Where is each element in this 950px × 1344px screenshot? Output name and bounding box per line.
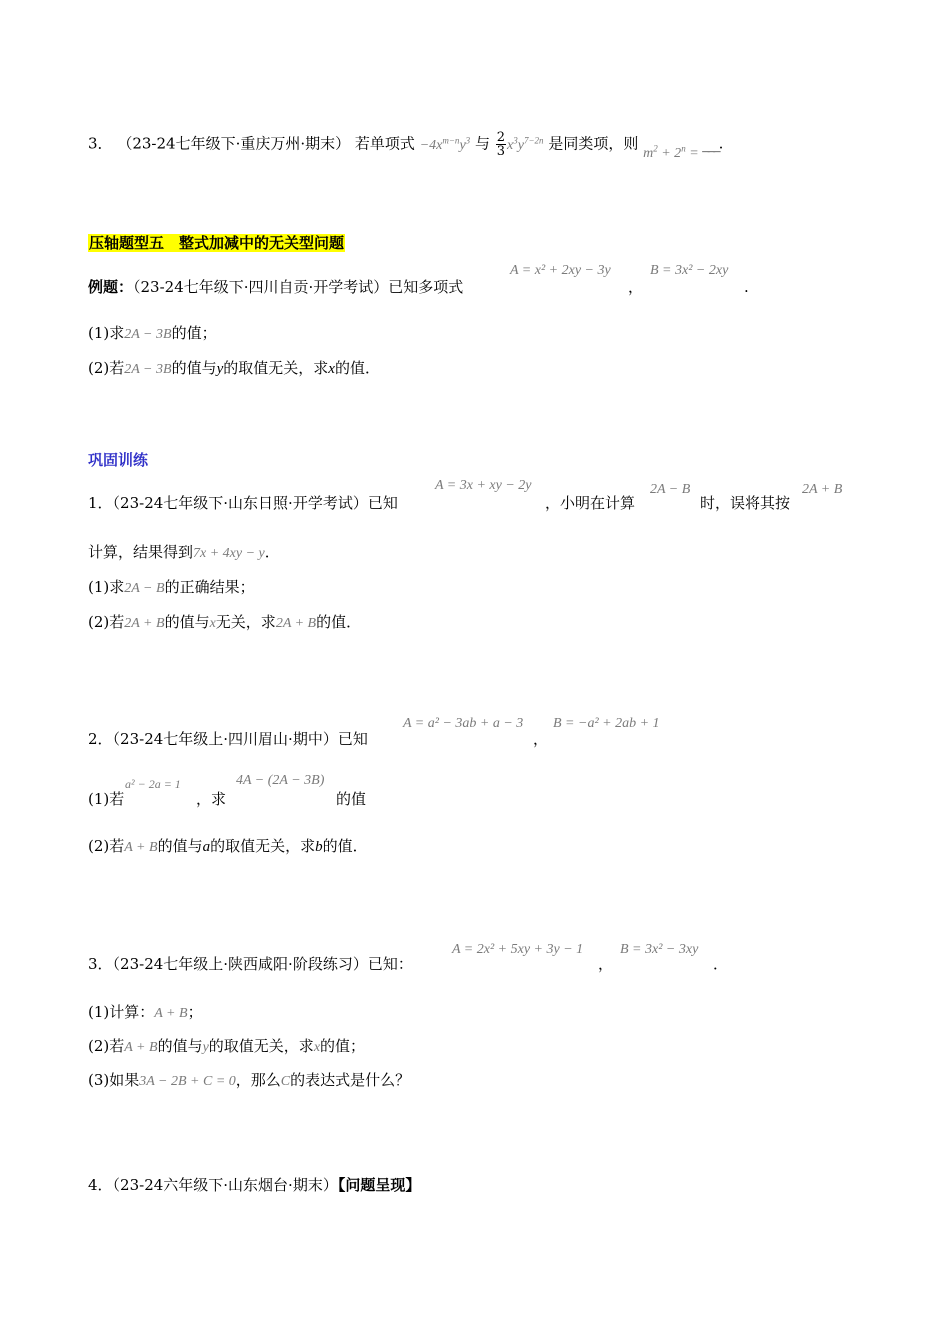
variable: x: [313, 1040, 321, 1055]
practice-4-line: [88, 1175, 420, 1195]
problem-text: 若单项式: [354, 134, 415, 153]
variable: y: [216, 361, 224, 377]
polynomial-a: A = 2x² + 5xy + 3y − 1: [452, 942, 584, 957]
polynomial-a: A = 3x + xy − 2y: [435, 478, 532, 493]
practice-1-part-2: [88, 612, 361, 634]
part-text: 的取值无关，求: [208, 1037, 314, 1055]
part-text: 的值．: [322, 837, 368, 855]
practice-2-line: [88, 729, 368, 749]
problem-text: 与: [474, 134, 490, 153]
part-text: 的值与: [171, 359, 217, 377]
part-label: (3)如果: [88, 1071, 140, 1089]
expression: A + B: [124, 840, 158, 855]
example-part-2: [88, 358, 380, 380]
problem-number: 4．: [88, 1176, 113, 1194]
part-label: (2)若: [88, 359, 125, 377]
expression: 2A − B: [124, 581, 165, 596]
section-title-line: [88, 233, 345, 253]
example-source: （23-24七年级下·四川自贡·开学考试）已知多项式: [133, 278, 464, 296]
problem-number: 3．: [88, 134, 113, 153]
period: ．: [264, 543, 280, 561]
part-label: (1)若: [88, 790, 125, 808]
problem-number: 1．: [88, 494, 113, 512]
expression: 2A + B: [124, 616, 165, 631]
part-text: ；: [187, 1003, 203, 1021]
polynomial-b: B = 3x² − 2xy: [650, 263, 729, 278]
example-label: 例题：: [88, 278, 134, 296]
problem-number: 3．: [88, 955, 113, 973]
part-text: 的值；: [320, 1037, 366, 1055]
practice-title-line: [88, 450, 148, 470]
problem-text: ，小明在计算: [545, 494, 636, 512]
practice-3-part-2: [88, 1036, 365, 1058]
problem-source: （23-24七年级上·四川眉山·期中）已知: [112, 730, 368, 748]
part-text: 的值．: [316, 613, 362, 631]
problem-source: （23-24六年级下·山东烟台·期末）: [112, 1176, 338, 1194]
practice-3-part-3: [88, 1070, 410, 1092]
variable: x: [328, 361, 335, 377]
part-label: (2)若: [88, 837, 125, 855]
problem-text: 时，误将其按: [700, 494, 791, 512]
part-label: (1)求: [88, 578, 125, 596]
condition-expression: a² − 2a = 1: [125, 777, 181, 791]
variable: x: [209, 616, 216, 631]
part-text: 的正确结果；: [164, 578, 255, 596]
practice-1-part-1: [88, 577, 255, 599]
part-text: 的值: [336, 790, 367, 808]
part-text: 的值与: [164, 613, 210, 631]
polynomial-b: B = −a² + 2ab + 1: [553, 716, 660, 731]
variable: y: [202, 1040, 209, 1055]
problem-3-top-line: [88, 130, 724, 161]
comma: ，: [598, 955, 614, 973]
example-line: [88, 277, 463, 297]
example-part-1: [88, 323, 217, 345]
problem-number: 2．: [88, 730, 113, 748]
practice-1-line-2: [88, 542, 280, 564]
practice-2-part-1: [88, 789, 124, 809]
practice-3-part-1: [88, 1002, 203, 1024]
expression: 2A + B: [275, 616, 317, 631]
part-text: 的取值无关，求: [223, 359, 329, 377]
polynomial-a: A = x² + 2xy − 3y: [510, 263, 611, 278]
practice-title: 巩固训练: [88, 451, 149, 469]
problem-text: 是同类项，则: [548, 134, 639, 153]
part-text: ，那么: [235, 1071, 281, 1089]
expression: 4A − (2A − 3B): [236, 773, 325, 788]
expression: 2A + B: [802, 482, 843, 497]
part-text: 的值与: [157, 1037, 203, 1055]
problem-source: （23-24七年级下·山东日照·开学考试）已知: [112, 494, 398, 512]
part-text: 的值与: [157, 837, 203, 855]
polynomial-b: B = 3x² − 3xy: [620, 942, 699, 957]
variable: C: [280, 1074, 291, 1089]
monomial-2: $x^3y^{7-2n}$: [507, 135, 544, 153]
part-label: (1)计算：: [88, 1003, 155, 1021]
practice-1-line: [88, 493, 398, 513]
section-title: 压轴题型五 整式加减中的无关型问题: [89, 234, 345, 252]
comma: ，: [628, 278, 644, 296]
answer-blank: ___: [702, 134, 719, 153]
part-text: 无关，求: [215, 613, 276, 631]
expression: 7x + 4xy − y: [193, 546, 265, 561]
problem-text: 计算，结果得到: [88, 543, 194, 561]
period: .: [718, 134, 724, 153]
expression: A + B: [154, 1006, 188, 1021]
expression: 2A − 3B: [124, 327, 172, 342]
expression: 3A − 2B + C = 0: [139, 1074, 236, 1089]
part-text: 的值；: [171, 324, 217, 342]
part-label: (1)求: [88, 324, 125, 342]
practice-3-line: [88, 954, 413, 974]
variable: b: [315, 839, 323, 855]
variable: a: [202, 839, 211, 855]
part-text: 的表达式是什么？: [290, 1071, 411, 1089]
section-tag: 【问题呈现】: [337, 1176, 421, 1194]
polynomial-a: A = a² − 3ab + a − 3: [403, 716, 524, 731]
part-text: 的取值无关，求: [210, 837, 316, 855]
problem-source: （23-24七年级下·重庆万州·期末）: [117, 134, 351, 153]
problem-source: （23-24七年级上·陕西咸阳·阶段练习）已知：: [112, 955, 413, 973]
period: ．: [713, 955, 729, 973]
part-label: (2)若: [88, 613, 125, 631]
expression: 2A − B: [650, 482, 691, 497]
expression-m2-2n: $m^2 + 2^n$ =: [643, 143, 703, 161]
part-label: (2)若: [88, 1037, 125, 1055]
monomial-1: $-4x^{m-n}y^3$: [419, 135, 471, 153]
expression: 2A − 3B: [124, 362, 172, 377]
expression: A + B: [124, 1040, 158, 1055]
comma: ，: [533, 730, 549, 748]
fraction-two-thirds: $\frac{2}{3}$: [496, 130, 506, 160]
practice-2-part-2: [88, 836, 368, 858]
part-text: ，求: [196, 790, 227, 808]
period: .: [744, 278, 749, 296]
part-text: 的值．: [334, 359, 380, 377]
